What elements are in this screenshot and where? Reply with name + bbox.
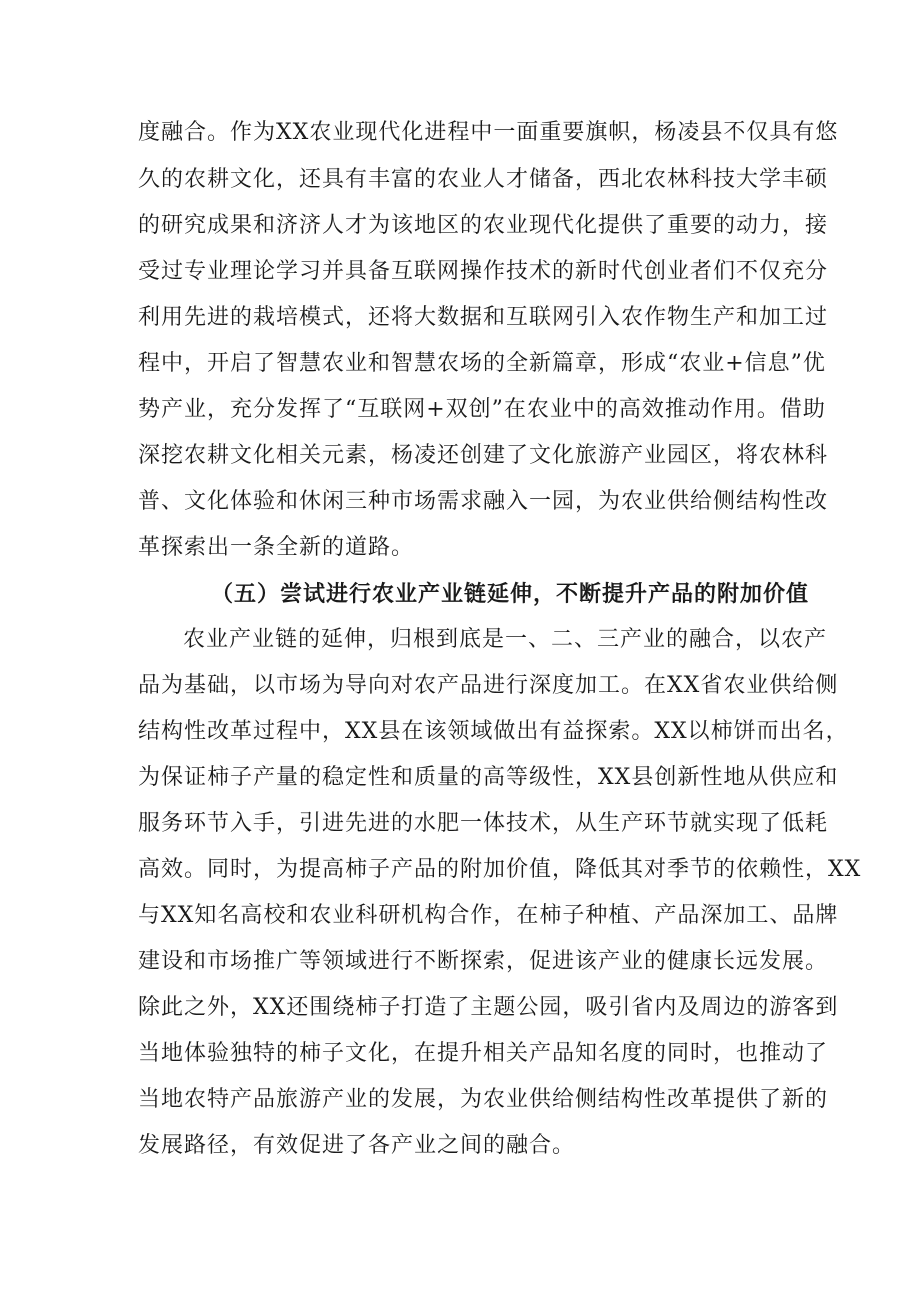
paragraph-1-line: 革探索出一条全新的道路。 — [138, 535, 415, 560]
paragraph-1-line: 的研究成果和济济人才为该地区的农业现代化提供了重要的动力，接 — [138, 213, 829, 238]
paragraph-1-line: 普、文化体验和休闲三种市场需求融入一园，为农业供给侧结构性改 — [138, 489, 829, 514]
paragraph-2-line: 当地体验独特的柿子文化，在提升相关产品知名度的同时，也推动了 — [138, 1041, 829, 1066]
paragraph-2-line: 服务环节入手，引进先进的水肥一体技术，从生产环节就实现了低耗 — [138, 811, 829, 836]
paragraph-2-line: 为保证柿子产量的稳定性和质量的高等级性，XX县创新性地从供应和 — [138, 765, 839, 790]
paragraph-2-line: 结构性改革过程中，XX县在该领域做出有益探索。XX以柿饼而出名， — [138, 719, 849, 744]
paragraph-2-line: 当地农特产品旅游产业的发展，为农业供给侧结构性改革提供了新的 — [138, 1087, 829, 1112]
paragraph-1-line: 程中，开启了智慧农业和智慧农场的全新篇章，形成“农业+信息”优 — [138, 351, 826, 376]
paragraph-1-line: 久的农耕文化，还具有丰富的农业人才储备，西北农林科技大学丰硕 — [138, 167, 829, 192]
paragraph-2-line: 农业产业链的延伸，归根到底是一、二、三产业的融合，以农产 — [183, 627, 828, 652]
paragraph-2-line: 品为基础，以市场为导向对农产品进行深度加工。在XX省农业供给侧 — [138, 673, 839, 698]
paragraph-2-line: 发展路径，有效促进了各产业之间的融合。 — [138, 1133, 576, 1158]
paragraph-2-line: 除此之外，XX还围绕柿子打造了主题公园，吸引省内及周边的游客到 — [138, 995, 839, 1020]
paragraph-1-line: 度融合。作为XX农业现代化进程中一面重要旗帜，杨凌县不仅具有悠 — [138, 120, 839, 145]
paragraph-1-line: 深挖农耕文化相关元素，杨凌还创建了文化旅游产业园区，将农林科 — [138, 443, 829, 468]
section-heading: （五）尝试进行农业产业链延伸，不断提升产品的附加价值 — [211, 581, 810, 607]
paragraph-1-line: 势产业，充分发挥了“互联网+双创”在农业中的高效推动作用。借助 — [138, 397, 826, 422]
paragraph-1-line: 利用先进的栽培模式，还将大数据和互联网引入农作物生产和加工过 — [138, 305, 829, 330]
paragraph-1-line: 受过专业理论学习并具备互联网操作技术的新时代创业者们不仅充分 — [138, 259, 829, 284]
paragraph-2-line: 与XX知名高校和农业科研机构合作，在柿子种植、产品深加工、品牌 — [138, 903, 839, 928]
paragraph-2-line: 高效。同时，为提高柿子产品的附加价值，降低其对季节的依赖性，XX — [138, 857, 862, 882]
paragraph-2-line: 建设和市场推广等领域进行不断探索，促进该产业的健康长远发展。 — [138, 949, 829, 974]
